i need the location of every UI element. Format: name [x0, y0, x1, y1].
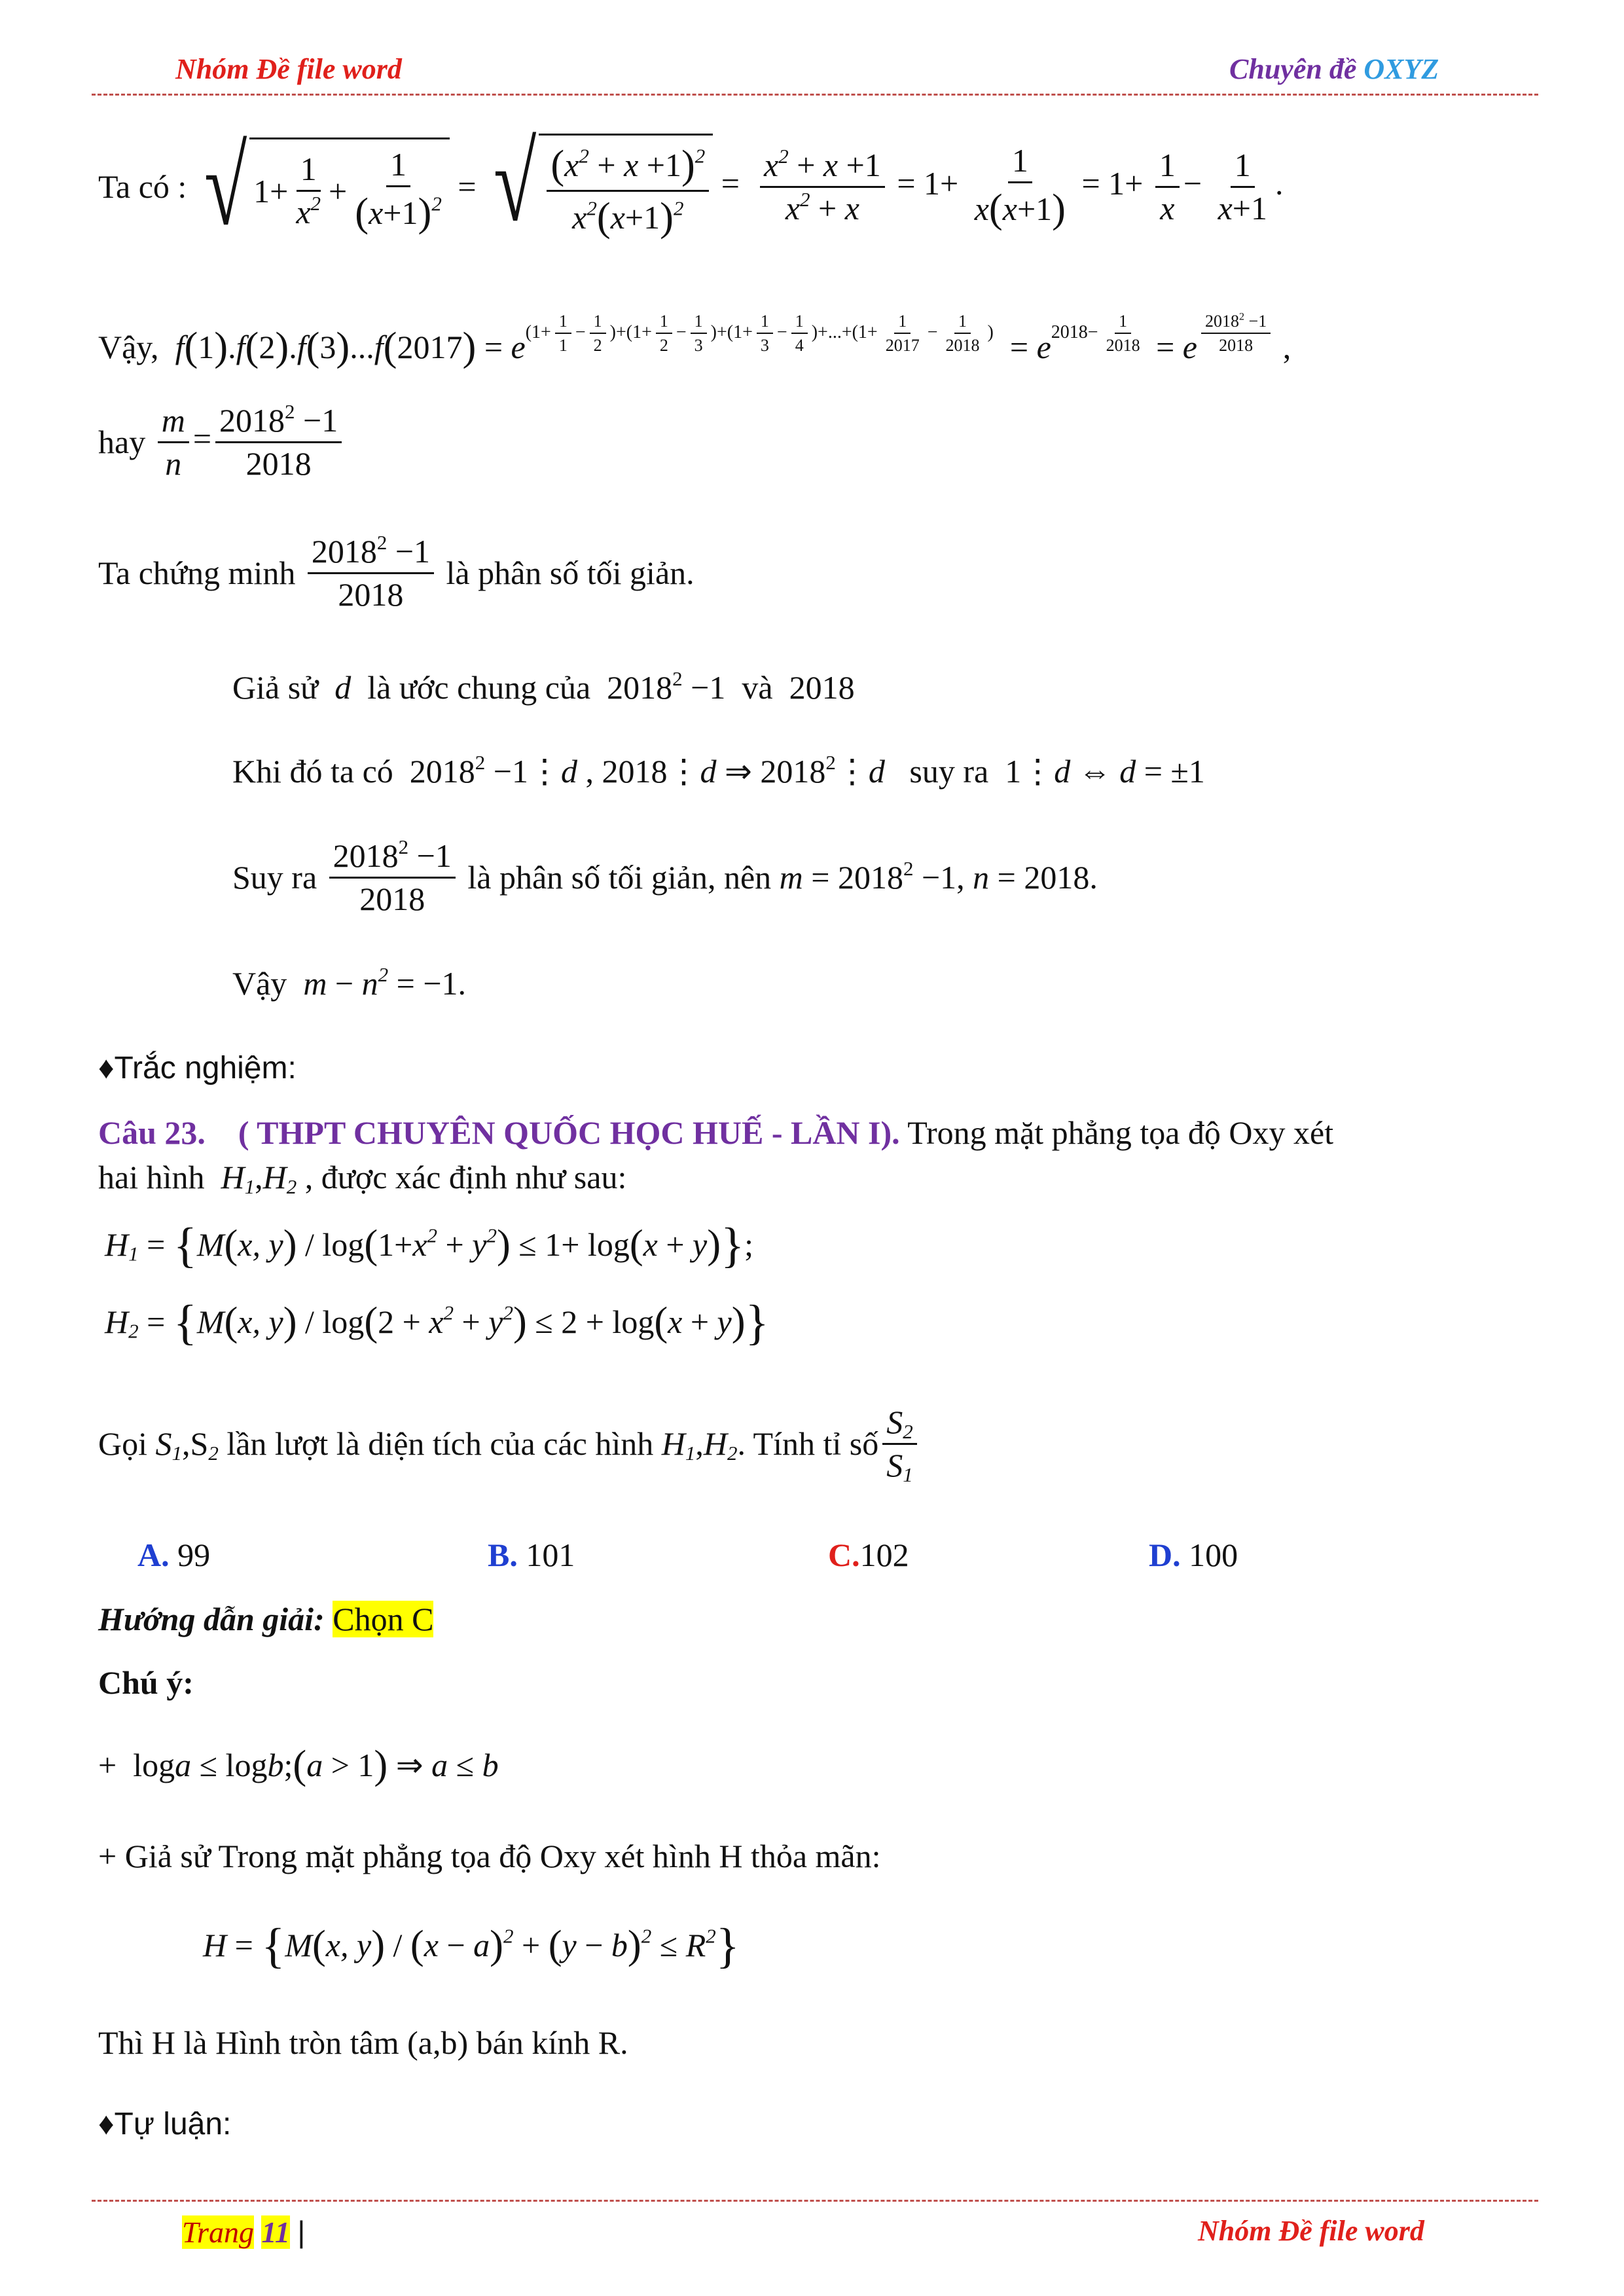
question-source: ( THPT CHUYÊN QUỐC HỌC HUẾ - LẦN I). [238, 1114, 900, 1151]
gia-su-mid: là ước chung của [367, 669, 591, 706]
rule-1: + loga ≤ logb;(a > 1) ⇒ a ≤ b [98, 1741, 499, 1787]
option-c-value: 102 [859, 1537, 909, 1573]
option-d-value: 100 [1189, 1537, 1238, 1573]
option-b[interactable] [488, 1535, 575, 1575]
suy-ra-mid: là phân số tối giản, nên [467, 859, 772, 896]
set-h2: $H_2 = \{M(x$, $y) / \log(2 + x^2 + y^2) \le 2 + \log(x + y)$} [105, 1295, 769, 1350]
question-stem-1: Trong mặt phẳng tọa độ Oxy xét [907, 1114, 1334, 1151]
hay-label: hay [98, 424, 146, 460]
goi-prefix: Gọi [98, 1425, 147, 1462]
section-trac-nghiem: ♦Trắc nghiệm: [98, 1051, 297, 1085]
header-right-suffix: OXYZ [1363, 53, 1439, 85]
question-label: Câu 23. [98, 1114, 206, 1151]
footer-left [182, 2214, 305, 2250]
set-h1: $H_1 = \{M(x$, $y) / \log(1+x^2 + y^2) \le 1+ \log(x + y)$}; [105, 1218, 753, 1273]
goi-mid: lần lượt là diện tích của các hình [226, 1425, 654, 1462]
header-divider [92, 94, 1538, 96]
question-line-2: hai hình $H_1,H_2$ , được xác định như sau: [98, 1159, 627, 1198]
question-stem-2-suffix: , được xác định như sau: [304, 1159, 627, 1195]
option-c-letter: C. [828, 1537, 860, 1573]
line-gia-su: Giả sử d là ước chung của $2018^2 -1$ và 2018 [232, 666, 855, 706]
option-b-letter: B. [488, 1537, 518, 1573]
eq-hay: hay $\frac{m}{n}$ = $\frac{2018^2 -1}{2018}$ [98, 399, 346, 484]
line-suy-ra: Suy ra $\frac{2018^2 -1}{2018}$ là phân số tối giản, nên $m = 2018^2 -1$, n = 2018. [232, 835, 1098, 917]
guide-answer: Chọn C [333, 1601, 434, 1637]
option-a-letter: A. [137, 1537, 170, 1573]
header-right-prefix: Chuyên đề [1229, 53, 1364, 85]
note-label: Chú ý: [98, 1664, 194, 1701]
option-b-value: 101 [526, 1537, 575, 1573]
guide-line [98, 1599, 433, 1639]
footer-sep: | [297, 2215, 306, 2249]
set-h: H = {M(x, $y) / (x - a)^2 + (y - b)^2 \le R^2$} [203, 1918, 740, 1973]
eq-ta-co: Ta có : √ 1+ $\frac{1}{x^2}$ + $\frac{1}{(x+1)^2}$ = √ $\frac{(x^2 + x +1)^2}{x^2(x+1)^2}$ = $\frac{x^2 + x +1}{x^2 + x}$ = 1+ $\frac{1}{x(x+1)}$ = 1+ $\frac{1}{x}$ − $\frac{1}{x+1}$ . [98, 121, 1284, 248]
header-left: Nhóm Đề file word [175, 53, 402, 85]
footer-trang: Trang [182, 2215, 254, 2249]
vay2-label: Vậy [232, 965, 287, 1002]
vay-label: Vậy, [98, 329, 159, 365]
question-line-1 [98, 1113, 1333, 1152]
chung-minh-prefix: Ta chứng minh [98, 555, 296, 591]
eq-chung-minh: Ta chứng minh $\frac{2018^2 -1}{2018}$ là phân số tối giản. [98, 530, 695, 613]
eq-vay-product: Vậy, $f(1).f(2).f(3)...f(2017) = e^{(1+ \frac{1}{1} - \frac{1}{2} )+(1+ \frac{1}{2} - \frac{1}{3} )+(1+ \frac{1}{3} - \frac{1}{4} )+...+(1+ \frac{1}{2017} - \frac{1}{2018} )} = e^{2018- \frac{1}{2018}}$ = e $^{\frac{2018^2 -1}{2018}}$ , [98, 311, 1291, 370]
rule-1-prefix: + [98, 1746, 117, 1783]
line-khi-do: Khi đó ta có $2018^2$ −1⋮d , 2018⋮d ⇒ 2018$^2$⋮d suy ra 1⋮d ⇔ d = ±1 [232, 750, 1205, 790]
option-d-letter: D. [1149, 1537, 1181, 1573]
ta-co-label: Ta có : [98, 168, 187, 205]
footer-page-number: 11 [261, 2215, 290, 2249]
suy-ra-prefix: Suy ra [232, 859, 317, 896]
header-right [1229, 52, 1439, 86]
sqrt-right: √ $\frac{(x^2 + x +1)^2}{x^2(x+1)^2}$ [484, 134, 713, 240]
question-stem-2-prefix: hai hình [98, 1159, 205, 1195]
rule-3: Thì H là Hình tròn tâm (a,b) bán kính R. [98, 2024, 628, 2061]
option-c[interactable] [828, 1535, 909, 1575]
gia-su-prefix: Giả sử [232, 669, 319, 706]
gia-su-and: và [742, 669, 773, 706]
suy-ra-word: suy ra [909, 753, 989, 790]
question-ratio-line: Gọi $S_1,S_2$ lần lượt là diện tích của các hình $H_1,H_2$ . Tính tỉ số $\frac{S_2}{S_1}$ [98, 1401, 921, 1486]
line-vay-result: Vậy $m - n^2 = -1$. [232, 962, 467, 1002]
footer-divider [92, 2200, 1538, 2202]
chung-minh-suffix: là phân số tối giản. [446, 555, 695, 591]
section-tu-luan: ♦Tự luận: [98, 2107, 232, 2141]
khi-do-label: Khi đó ta có [232, 753, 393, 790]
sqrt-left: √ 1+ $\frac{1}{x^2}$ + $\frac{1}{(x+1)^2}$ [195, 137, 450, 236]
option-a-value: 99 [177, 1537, 211, 1573]
footer-right: Nhóm Đề file word [1198, 2215, 1424, 2247]
goi-suffix: . Tính tỉ số [737, 1425, 879, 1462]
guide-label: Hướng dẫn giải: [98, 1601, 325, 1637]
option-d[interactable] [1149, 1535, 1238, 1575]
option-a[interactable] [137, 1535, 210, 1575]
rule-2: + Giả sử Trong mặt phẳng tọa độ Oxy xét hình H thỏa mãn: [98, 1838, 881, 1874]
